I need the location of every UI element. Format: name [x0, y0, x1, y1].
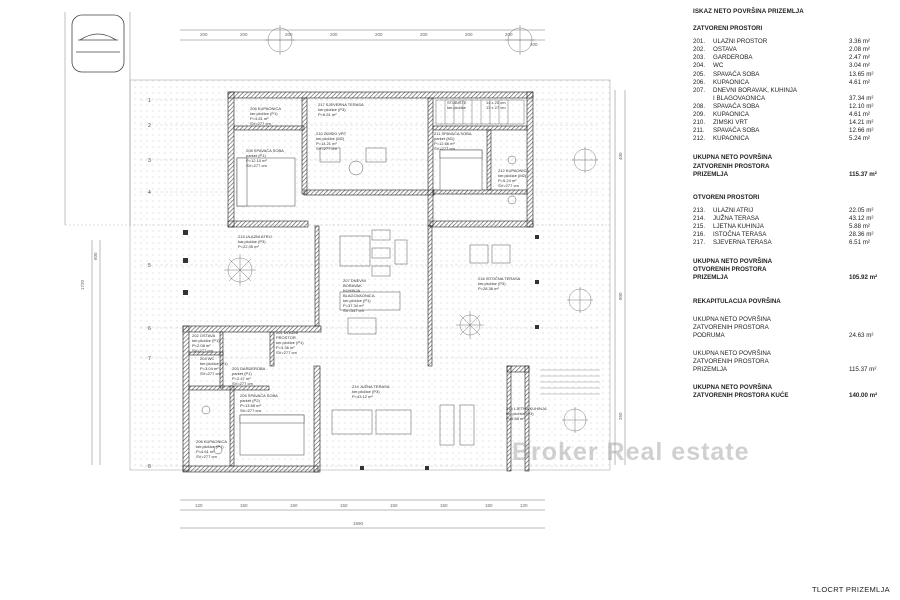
- svg-text:P=22.05 m²: P=22.05 m²: [238, 244, 259, 249]
- bottom-dim: 120: [520, 503, 528, 508]
- axis-label: 1: [148, 98, 151, 104]
- top-dim: 200: [285, 32, 293, 37]
- svg-text:SV=277 cm: SV=277 cm: [196, 454, 217, 459]
- area-schedule-table: [693, 8, 893, 410]
- svg-text:ker.pločice (P1): ker.pločice (P1): [192, 338, 220, 343]
- svg-text:SV=277 cm: SV=277 cm: [276, 350, 297, 355]
- side-dim: 1720: [80, 279, 85, 290]
- bottom-dim: 120: [195, 503, 203, 508]
- recap-basement: UKUPNA NETO POVRŠINA ZATVORENIH PROSTORA PODRUMA 24.63 m²: [693, 315, 874, 339]
- schedule-row: 202. OSTAVA 2.08 m²: [693, 46, 870, 54]
- svg-text:202 OSTAVA: 202 OSTAVA: [192, 333, 216, 338]
- plot-area: [130, 80, 610, 470]
- schedule-row: I BLAGOVAONICA 37.34 m²: [713, 94, 874, 102]
- svg-text:parket (P1): parket (P1): [246, 153, 266, 158]
- svg-text:ker.pločice (P1): ker.pločice (P1): [196, 444, 224, 449]
- top-dim: 200: [240, 32, 248, 37]
- recap-house-total: UKUPNA NETO POVRŠINA ZATVORENIH PROSTORA KUĆE 140.00 m²: [693, 384, 878, 400]
- svg-text:ker.pločice (P1): ker.pločice (P1): [200, 361, 228, 366]
- axis-label: 8: [148, 464, 151, 470]
- schedule-title: ISKAZ NETO POVRŠINA PRIZEMLJA: [693, 8, 804, 15]
- svg-text:kar.pločice (P3): kar.pločice (P3): [238, 239, 266, 244]
- svg-text:P=4.61 m²: P=4.61 m²: [250, 116, 269, 121]
- top-dimension-chain: [180, 30, 545, 47]
- svg-text:ker.pločice (P1): ker.pločice (P1): [343, 298, 371, 303]
- svg-text:SV=347 cm: SV=347 cm: [343, 308, 364, 313]
- svg-text:SV=277 cm: SV=277 cm: [434, 146, 455, 151]
- svg-text:14 x 20 cm: 14 x 20 cm: [486, 100, 506, 105]
- svg-text:216 ISTOČNA TERASA: 216 ISTOČNA TERASA: [478, 276, 521, 281]
- svg-text:SV=277 cm: SV=277 cm: [192, 348, 213, 353]
- schedule-row: 207. DNEVNI BORAVAK, KUHINJA: [693, 86, 798, 94]
- svg-text:210 ZIMSKI VRT: 210 ZIMSKI VRT: [316, 131, 347, 136]
- schedule-row: 211. SPAVAĆA SOBA 12.66 m²: [693, 127, 874, 135]
- schedule-row: 212. KUPAONICA 5.24 m²: [693, 135, 870, 143]
- svg-text:P=5.88 m²: P=5.88 m²: [506, 416, 525, 421]
- svg-text:P=4.61 m²: P=4.61 m²: [196, 449, 215, 454]
- svg-text:P=5.24 m²: P=5.24 m²: [498, 178, 517, 183]
- axis-label: 4: [148, 190, 151, 196]
- svg-text:P=37.34 m²: P=37.34 m²: [343, 303, 364, 308]
- svg-text:206 KUPAONICA: 206 KUPAONICA: [250, 106, 282, 111]
- svg-text:214 JUŽNA TERASA: 214 JUŽNA TERASA: [352, 384, 390, 389]
- svg-text:13 x 27 cm: 13 x 27 cm: [486, 105, 506, 110]
- svg-text:parket (M1): parket (M1): [434, 136, 455, 141]
- schedule-row: 210. ZIMSKI VRT 14.21 m²: [693, 119, 874, 127]
- svg-text:204 WC: 204 WC: [200, 356, 215, 361]
- schedule-row: 217. SJEVERNA TERASA 6.51 m²: [693, 239, 870, 247]
- bottom-dim: 150: [340, 503, 348, 508]
- svg-text:P=12.66 m²: P=12.66 m²: [434, 141, 455, 146]
- top-dim: 200: [530, 42, 538, 47]
- svg-text:parket (P1): parket (P1): [232, 371, 252, 376]
- svg-text:211 SPAVAĆA SOBA: 211 SPAVAĆA SOBA: [434, 131, 472, 136]
- axis-label: 5: [148, 263, 151, 269]
- svg-text:ker.pločice: ker.pločice: [447, 105, 466, 110]
- svg-text:ker.pločice (P3): ker.pločice (P3): [506, 411, 534, 416]
- svg-text:P=14.21 m²: P=14.21 m²: [316, 141, 337, 146]
- svg-text:SV=277 cm: SV=277 cm: [316, 146, 337, 151]
- svg-text:SV=277 cm: SV=277 cm: [498, 183, 519, 188]
- schedule-row: 201. ULAZNI PROSTOR 3.36 m²: [693, 38, 870, 46]
- svg-text:ker.pločice (P3): ker.pločice (P3): [478, 281, 506, 286]
- side-dim: 250: [618, 412, 623, 420]
- svg-text:205 SPAVAĆA SOBA: 205 SPAVAĆA SOBA: [240, 393, 278, 398]
- svg-text:212 KUPAONICA: 212 KUPAONICA: [498, 168, 530, 173]
- bottom-dimension-chain: [180, 500, 545, 528]
- schedule-row: 215. LJETNA KUHINJA 5.88 m²: [693, 222, 870, 230]
- svg-text:parket (P2): parket (P2): [240, 398, 260, 403]
- recap-ground-floor: UKUPNA NETO POVRŠINA ZATVORENIH PROSTORA PRIZEMLJA 115.37 m²: [693, 349, 877, 374]
- svg-text:ker.pločice (P3): ker.pločice (P3): [318, 107, 346, 112]
- schedule-row: 204. WC 3.04 m²: [693, 62, 870, 70]
- svg-text:P=2.47 m²: P=2.47 m²: [232, 376, 251, 381]
- schedule-row: 206. KUPAONICA 4.61 m²: [693, 78, 870, 86]
- bottom-dim: 150: [440, 503, 448, 508]
- svg-text:207 DNEVNI: 207 DNEVNI: [343, 278, 366, 283]
- svg-text:201 ULAZNI: 201 ULAZNI: [276, 330, 299, 335]
- svg-text:SV=277 cm: SV=277 cm: [246, 163, 267, 168]
- svg-text:P=3.36 m²: P=3.36 m²: [276, 345, 295, 350]
- bottom-dim: 150: [290, 503, 298, 508]
- svg-text:PROSTOR: PROSTOR: [276, 335, 296, 340]
- drawing-title: TLOCRT PRIZEMLJA: [812, 585, 890, 594]
- bottom-dim: 150: [240, 503, 248, 508]
- watermark: Broker Real estate: [512, 438, 750, 466]
- closed-total: UKUPNA NETO POVRŠINA ZATVORENIH PROSTORA PRIZEMLJA 115.37 m²: [693, 154, 877, 178]
- svg-text:208 SPAVAĆA SOBA: 208 SPAVAĆA SOBA: [246, 148, 284, 153]
- svg-text:STUBIŠTE: STUBIŠTE: [447, 100, 467, 105]
- svg-text:BORAVAK: BORAVAK: [343, 283, 362, 288]
- svg-text:KUHINJA: KUHINJA: [343, 288, 361, 293]
- top-dim: 200: [330, 32, 338, 37]
- side-dim: 800: [618, 292, 623, 300]
- axis-label: 2: [148, 123, 151, 129]
- recap-title: REKAPITULACIJA POVRŠINA: [693, 297, 781, 305]
- schedule-row: 214. JUŽNA TERASA 43.12 m²: [693, 214, 874, 222]
- svg-text:P=43.12 m²: P=43.12 m²: [352, 394, 373, 399]
- bottom-dim: 150: [485, 503, 493, 508]
- top-dim: 200: [505, 32, 513, 37]
- top-dim: 200: [200, 32, 208, 37]
- svg-text:SV=277 cm: SV=277 cm: [232, 381, 253, 386]
- svg-text:ker.pločice (M2): ker.pločice (M2): [498, 173, 527, 178]
- svg-text:ker.pločice (P3): ker.pločice (P3): [352, 389, 380, 394]
- top-dim: 200: [420, 32, 428, 37]
- svg-text:203 GARDEROBA: 203 GARDEROBA: [232, 366, 266, 371]
- open-spaces-title: OTVORENI PROSTORI: [693, 193, 760, 201]
- svg-text:SV=277 cm: SV=277 cm: [240, 408, 261, 413]
- top-dim: 200: [465, 32, 473, 37]
- schedule-row: 216. ISTOČNA TERASA 28.36 m²: [693, 231, 874, 239]
- open-total: UKUPNA NETO POVRŠINA OTVORENIH PROSTORA PRIZEMLJA 105.92 m²: [693, 258, 878, 282]
- axis-label: 7: [148, 356, 151, 362]
- svg-text:213 ULAZNI ATRIJ: 213 ULAZNI ATRIJ: [238, 234, 272, 239]
- svg-text:P=13.65 m²: P=13.65 m²: [240, 403, 261, 408]
- svg-text:ker.pločice (P1): ker.pločice (P1): [276, 340, 304, 345]
- side-dim: 400: [618, 152, 623, 160]
- svg-text:SV=277 cm: SV=277 cm: [200, 371, 221, 376]
- top-dim: 200: [375, 32, 383, 37]
- svg-text:ker.pločice (M2): ker.pločice (M2): [316, 136, 345, 141]
- axis-label: 3: [148, 158, 151, 164]
- svg-text:217 SJEVERNA TERASA: 217 SJEVERNA TERASA: [318, 102, 364, 107]
- svg-text:P=12.10 m²: P=12.10 m²: [246, 158, 267, 163]
- svg-text:SV=277 cm: SV=277 cm: [250, 121, 271, 126]
- svg-text:BLAGOVAONICA: BLAGOVAONICA: [343, 293, 375, 298]
- bottom-dim: 150: [390, 503, 398, 508]
- svg-text:206 KUPAONICA: 206 KUPAONICA: [196, 439, 228, 444]
- schedule-row: 203. GARDEROBA 2.47 m²: [693, 54, 870, 62]
- svg-text:215 LJETNA KUHINJA: 215 LJETNA KUHINJA: [506, 406, 547, 411]
- car-symbol: [72, 15, 124, 72]
- svg-text:P=3.04 m²: P=3.04 m²: [200, 366, 219, 371]
- svg-text:P=28.36 m²: P=28.36 m²: [478, 286, 499, 291]
- schedule-row: 208. SPAVAĆA SOBA 12.10 m²: [693, 102, 874, 110]
- overall-dim: 1590: [353, 521, 364, 526]
- schedule-row: 209. KUPAONICA 4.61 m²: [693, 111, 870, 119]
- svg-text:ker.pločice (P1): ker.pločice (P1): [250, 111, 278, 116]
- svg-text:P=2.08 m²: P=2.08 m²: [192, 343, 211, 348]
- schedule-row: 205. SPAVAĆA SOBA 13.65 m²: [693, 70, 874, 78]
- schedule-row: 213. ULAZNI ATRIJ 22.05 m²: [693, 206, 874, 214]
- svg-text:P=6.51 m²: P=6.51 m²: [318, 112, 337, 117]
- side-dim: 600: [93, 252, 98, 260]
- closed-spaces-title: ZATVORENI PROSTORI: [693, 25, 763, 33]
- axis-label: 6: [148, 326, 151, 332]
